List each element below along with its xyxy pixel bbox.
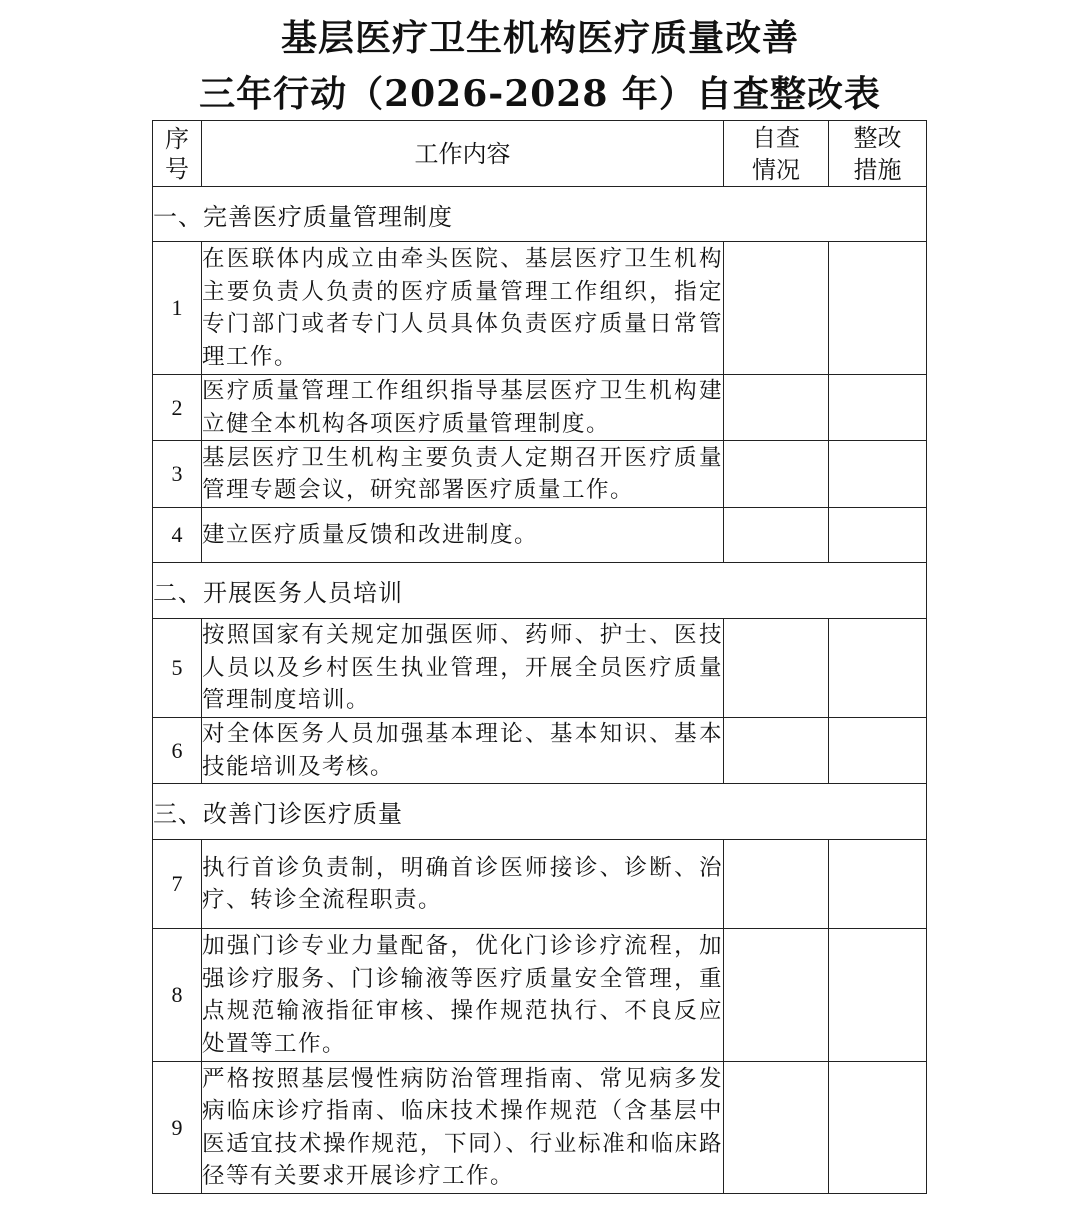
self-check-table — [152, 120, 927, 1194]
row-number: 7 — [153, 840, 202, 929]
row-number: 4 — [153, 508, 202, 563]
section-row — [153, 563, 927, 619]
header-seq — [153, 121, 202, 187]
header-seq-line-1: 序 — [165, 124, 189, 153]
section-row — [153, 187, 927, 242]
table-row — [153, 840, 927, 929]
rectify-cell[interactable] — [829, 619, 927, 718]
table-row — [153, 929, 927, 1062]
header-seq-line-2: 号 — [165, 154, 189, 183]
rectify-cell[interactable] — [829, 929, 927, 1062]
self-check-cell[interactable] — [724, 619, 829, 718]
row-content: 加强门诊专业力量配备，优化门诊诊疗流程，加强诊疗服务、门诊输液等医疗质量安全管理，重点规范输液指征审核、操作规范执行、不良反应处置等工作。 — [202, 929, 724, 1062]
header-rectify-line-2: 措施 — [853, 155, 902, 184]
section-row — [153, 784, 927, 840]
header-self-check-line-1: 自查 — [752, 123, 800, 152]
row-content: 执行首诊负责制，明确首诊医师接诊、诊断、治疗、转诊全流程职责。 — [202, 840, 724, 929]
self-check-cell[interactable] — [724, 508, 829, 563]
header-content: 工作内容 — [202, 121, 724, 187]
self-check-cell[interactable] — [724, 929, 829, 1062]
row-number: 2 — [153, 375, 202, 441]
rectify-cell[interactable] — [829, 242, 927, 375]
row-number: 8 — [153, 929, 202, 1062]
rectify-cell[interactable] — [829, 375, 927, 441]
row-content: 医疗质量管理工作组织指导基层医疗卫生机构建立健全本机构各项医疗质量管理制度。 — [202, 375, 724, 441]
table-row — [153, 718, 927, 784]
table-row — [153, 375, 927, 441]
section-heading: 二、开展医务人员培训 — [153, 563, 927, 619]
self-check-cell[interactable] — [724, 840, 829, 929]
header-self-check — [724, 121, 829, 187]
rectify-cell[interactable] — [829, 718, 927, 784]
header-rectify-line-1: 整改 — [853, 123, 902, 152]
header-row — [153, 121, 927, 187]
table-row — [153, 619, 927, 718]
rectify-cell[interactable] — [829, 840, 927, 929]
table-row — [153, 242, 927, 375]
section-heading: 一、完善医疗质量管理制度 — [153, 187, 927, 242]
self-check-cell[interactable] — [724, 375, 829, 441]
table-row — [153, 508, 927, 563]
document-title-line-2: 三年行动（2026-2028 年）自查整改表 — [199, 73, 881, 115]
row-number: 6 — [153, 718, 202, 784]
row-content: 对全体医务人员加强基本理论、基本知识、基本技能培训及考核。 — [202, 718, 724, 784]
self-check-cell[interactable] — [724, 441, 829, 508]
table-row — [153, 441, 927, 508]
row-number: 1 — [153, 242, 202, 375]
row-content: 建立医疗质量反馈和改进制度。 — [202, 508, 724, 563]
table-row — [153, 1062, 927, 1194]
row-number: 9 — [153, 1062, 202, 1194]
row-content: 基层医疗卫生机构主要负责人定期召开医疗质量管理专题会议，研究部署医疗质量工作。 — [202, 441, 724, 508]
document-title-line-1: 基层医疗卫生机构医疗质量改善 — [280, 17, 799, 59]
self-check-cell[interactable] — [724, 242, 829, 375]
row-content: 在医联体内成立由牵头医院、基层医疗卫生机构主要负责人负责的医疗质量管理工作组织，指定专门部门或者专门人员具体负责医疗质量日常管理工作。 — [202, 242, 724, 375]
rectify-cell[interactable] — [829, 508, 927, 563]
header-self-check-line-2: 情况 — [752, 155, 800, 184]
row-number: 5 — [153, 619, 202, 718]
header-rectify — [829, 121, 927, 187]
row-content: 按照国家有关规定加强医师、药师、护士、医技人员以及乡村医生执业管理，开展全员医疗质量管理制度培训。 — [202, 619, 724, 718]
row-number: 3 — [153, 441, 202, 508]
section-heading: 三、改善门诊医疗质量 — [153, 784, 927, 840]
row-content: 严格按照基层慢性病防治管理指南、常见病多发病临床诊疗指南、临床技术操作规范（含基层中医适宜技术操作规范，下同）、行业标准和临床路径等有关要求开展诊疗工作。 — [202, 1062, 724, 1194]
self-check-cell[interactable] — [724, 1062, 829, 1194]
self-check-cell[interactable] — [724, 718, 829, 784]
rectify-cell[interactable] — [829, 441, 927, 508]
rectify-cell[interactable] — [829, 1062, 927, 1194]
